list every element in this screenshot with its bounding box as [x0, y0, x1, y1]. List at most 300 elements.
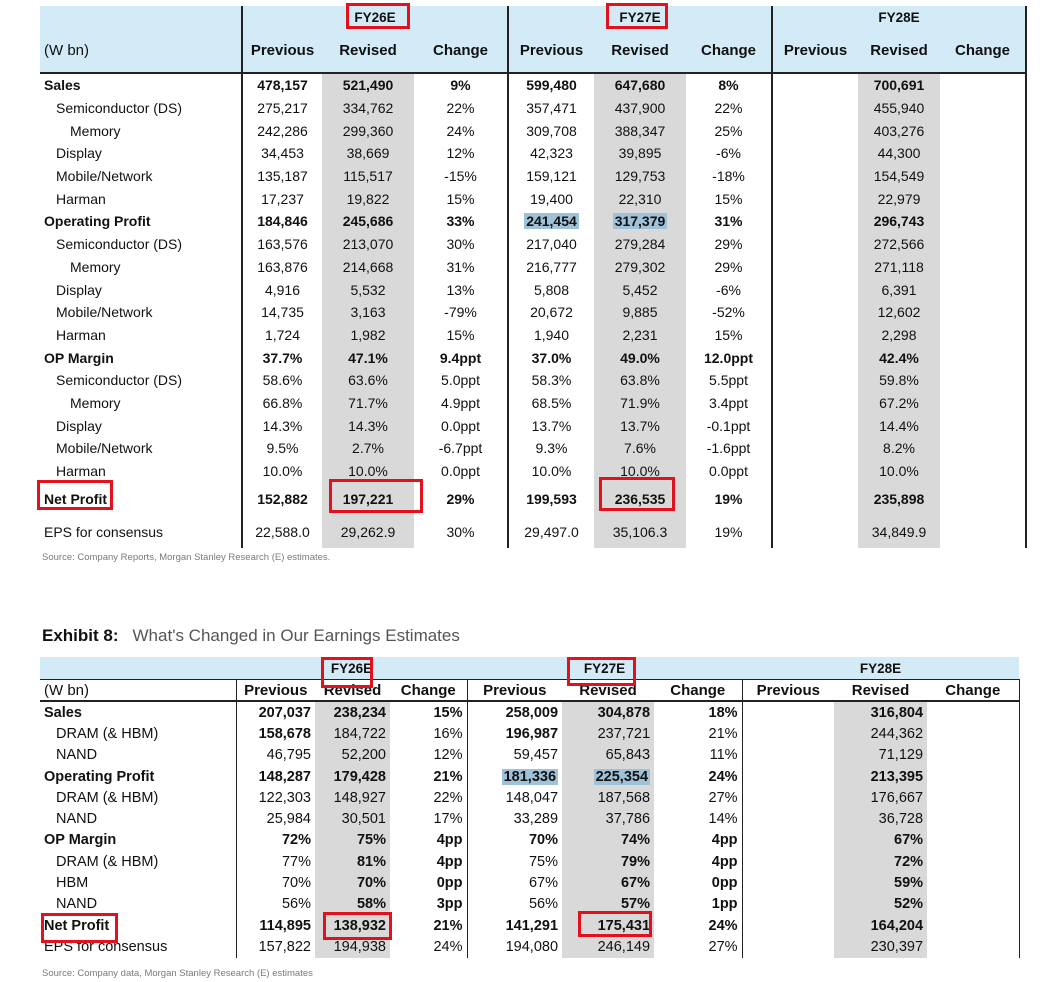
table-cell: 22%: [433, 789, 463, 806]
table-cell: [772, 301, 858, 324]
row-label: Display: [56, 281, 102, 298]
row-label: NAND: [56, 811, 98, 828]
table-cell: -15%: [444, 168, 477, 185]
table-cell: [772, 437, 858, 460]
col-previous: Previous: [772, 28, 858, 73]
table-cell: 29%: [714, 236, 743, 253]
table-row: [40, 936, 1019, 957]
table-cell: 316,804: [834, 701, 927, 723]
table-cell: 75%: [467, 851, 562, 872]
table2-column-header-row: [40, 680, 1019, 702]
table-cell: 163,876: [242, 256, 322, 279]
row-label: NAND: [56, 896, 98, 913]
table-cell: 56%: [236, 894, 315, 915]
table-cell: 279,302: [594, 256, 686, 279]
row-label: Mobile/Network: [56, 304, 153, 321]
table-cell: 5.0ppt: [441, 372, 480, 389]
table-cell: 34,849.9: [858, 516, 940, 548]
table-cell: 20,672: [508, 301, 594, 324]
row-label: Harman: [56, 326, 106, 343]
table-cell: 246,149: [562, 936, 654, 957]
table-cell: 77%: [236, 851, 315, 872]
table-cell: 36,728: [834, 808, 927, 829]
table-cell: 237,721: [562, 723, 654, 744]
table-cell: 10.0%: [322, 460, 414, 483]
table-cell: 79%: [562, 851, 654, 872]
table-cell: [940, 324, 1026, 347]
table-cell: [742, 872, 834, 893]
table-row: [40, 369, 1026, 392]
table-cell: [940, 392, 1026, 415]
table-cell: [940, 119, 1026, 142]
table-cell: [940, 97, 1026, 120]
table-row: [40, 256, 1026, 279]
table-cell: 14%: [708, 811, 738, 828]
table-cell: 15%: [446, 326, 475, 343]
table-cell: [940, 301, 1026, 324]
table-cell: 9,885: [594, 301, 686, 324]
table-cell: [927, 723, 1019, 744]
col-revised: Revised: [858, 28, 940, 73]
table-cell: 158,678: [236, 723, 315, 744]
row-label: DRAM (& HBM): [56, 789, 159, 806]
table-cell: 187,568: [562, 787, 654, 808]
table-row: [40, 165, 1026, 188]
table-row: [40, 516, 1026, 548]
row-label: OP Margin: [44, 832, 117, 849]
table-cell: [772, 346, 858, 369]
table-cell: 163,576: [242, 233, 322, 256]
table-cell: 33%: [446, 213, 475, 230]
col-revised: Revised: [322, 28, 414, 73]
table-cell: 59%: [834, 872, 927, 893]
table-cell: -1.6ppt: [706, 440, 751, 457]
row-label: Semiconductor (DS): [56, 372, 183, 389]
table-cell: 25,984: [236, 808, 315, 829]
table-cell: -18%: [712, 168, 745, 185]
table-cell: [772, 165, 858, 188]
table-cell: 22%: [714, 100, 743, 117]
table-cell: 14.3%: [242, 414, 322, 437]
table-cell: 29%: [714, 258, 743, 275]
table-row: [40, 73, 1026, 97]
table-cell: [772, 324, 858, 347]
col-revised: Revised: [562, 680, 654, 702]
table-cell: 152,882: [242, 482, 322, 516]
table-cell: 81%: [315, 851, 390, 872]
table-cell: 59.8%: [858, 369, 940, 392]
table-cell: [927, 936, 1019, 957]
table-cell: 159,121: [508, 165, 594, 188]
table-cell: 22%: [446, 100, 475, 117]
table1-unit-label: (W bn): [40, 28, 242, 73]
table-cell: 197,221: [322, 482, 414, 516]
table-cell: 1,982: [322, 324, 414, 347]
row-label: Semiconductor (DS): [56, 236, 183, 253]
table-cell: 30,501: [315, 808, 390, 829]
table-row: [40, 278, 1026, 301]
table-cell: 199,593: [508, 482, 594, 516]
table-cell: 30%: [446, 236, 475, 253]
table-cell: [772, 482, 858, 516]
table-cell: 9.4ppt: [439, 349, 482, 366]
table-cell: 70%: [467, 830, 562, 851]
col-previous: Previous: [242, 28, 322, 73]
table-cell: [742, 915, 834, 936]
table-cell: 33,289: [467, 808, 562, 829]
table-cell: 230,397: [834, 936, 927, 957]
table-cell: 9.3%: [508, 437, 594, 460]
table-cell: [940, 73, 1026, 97]
table-cell: [562, 766, 654, 787]
row-label: Net Profit: [44, 491, 107, 508]
table-cell: 5.5ppt: [709, 372, 748, 389]
table-cell: 27%: [708, 789, 738, 806]
table-cell: 37.0%: [508, 346, 594, 369]
table-cell: [940, 482, 1026, 516]
table-row: [40, 894, 1019, 915]
table-row: [40, 787, 1019, 808]
col-revised: Revised: [315, 680, 390, 702]
table-row: [40, 437, 1026, 460]
table-cell: [940, 460, 1026, 483]
table-cell: 217,040: [508, 233, 594, 256]
table-cell: 21%: [708, 725, 738, 742]
table-cell: -0.1ppt: [706, 417, 751, 434]
table-cell: 17,237: [242, 187, 322, 210]
table-cell: 4pp: [711, 832, 738, 849]
table-cell: 455,940: [858, 97, 940, 120]
table-cell: 0pp: [711, 875, 738, 892]
table-cell: [940, 346, 1026, 369]
table-cell: 4pp: [711, 853, 738, 870]
table-cell: -6%: [716, 281, 741, 298]
table-row: [40, 851, 1019, 872]
table-cell: 31%: [446, 258, 475, 275]
table-cell: -52%: [712, 304, 745, 321]
table-cell: [772, 73, 858, 97]
table-cell: 196,987: [467, 723, 562, 744]
table-row: [40, 187, 1026, 210]
table-cell: 15%: [446, 190, 475, 207]
table-cell: 148,927: [315, 787, 390, 808]
table-cell: 334,762: [322, 97, 414, 120]
table1-year-fy26e: FY26E: [242, 6, 508, 28]
table-cell: 0pp: [436, 875, 463, 892]
table-cell: [940, 210, 1026, 233]
table-cell: 194,938: [315, 936, 390, 957]
col-change: Change: [686, 28, 772, 73]
table-cell: 129,753: [594, 165, 686, 188]
table-row: [40, 460, 1026, 483]
exhibit-title: What's Changed in Our Earnings Estimates: [132, 626, 460, 645]
table-cell: 242,286: [242, 119, 322, 142]
table-cell: [772, 119, 858, 142]
table-row: [40, 97, 1026, 120]
table-cell: 16%: [433, 725, 463, 742]
table-row: [40, 119, 1026, 142]
col-change: Change: [927, 680, 1019, 702]
table2-year-fy28e: FY28E: [742, 657, 1019, 680]
table-cell: [940, 142, 1026, 165]
table-cell: [742, 766, 834, 787]
col-revised: Revised: [594, 28, 686, 73]
table-cell: 4pp: [436, 832, 463, 849]
table-cell: 157,822: [236, 936, 315, 957]
table-cell: 72%: [834, 851, 927, 872]
table-cell: [742, 745, 834, 766]
table-cell: [772, 210, 858, 233]
row-label: OP Margin: [44, 349, 114, 366]
table-cell: 213,395: [834, 766, 927, 787]
table-row: [40, 210, 1026, 233]
table-cell: 4.9ppt: [441, 394, 480, 411]
table-cell: 22,979: [858, 187, 940, 210]
table2-year-fy27e: FY27E: [467, 657, 742, 680]
table-cell: [772, 97, 858, 120]
col-previous: Previous: [236, 680, 315, 702]
table-cell: 19%: [714, 524, 743, 541]
row-label: Display: [56, 145, 102, 162]
table-cell: 14,735: [242, 301, 322, 324]
table-cell: 5,808: [508, 278, 594, 301]
table-cell: 70%: [236, 872, 315, 893]
table-cell: 207,037: [236, 701, 315, 723]
col-previous: Previous: [467, 680, 562, 702]
table-row: [40, 872, 1019, 893]
row-label: Mobile/Network: [56, 440, 153, 457]
table-cell: 71.9%: [594, 392, 686, 415]
table-cell: 15%: [714, 326, 743, 343]
table-cell: 21%: [433, 768, 463, 785]
row-label: Harman: [56, 463, 106, 480]
table-cell: 236,535: [594, 482, 686, 516]
table-cell: [927, 701, 1019, 723]
table2-unit-label: (W bn): [40, 680, 236, 702]
table-cell: 12,602: [858, 301, 940, 324]
table-cell: 70%: [315, 872, 390, 893]
table-cell: [772, 516, 858, 548]
table-cell: [940, 369, 1026, 392]
table-cell: [772, 142, 858, 165]
table-cell: 52,200: [315, 745, 390, 766]
table-cell: 13%: [446, 281, 475, 298]
table-cell: [772, 392, 858, 415]
table-cell: 184,722: [315, 723, 390, 744]
table-cell: 37,786: [562, 808, 654, 829]
table-cell: 71.7%: [322, 392, 414, 415]
table1-year-fy27e: FY27E: [508, 6, 772, 28]
table-cell: 22,588.0: [242, 516, 322, 548]
table-cell: 56%: [467, 894, 562, 915]
table2-source-note: Source: Company data, Morgan Stanley Research (E) estimates: [42, 968, 313, 979]
table-cell: [940, 437, 1026, 460]
table-cell: 5,452: [594, 278, 686, 301]
table-cell: 403,276: [858, 119, 940, 142]
table-cell: 599,480: [508, 73, 594, 97]
row-label: Operating Profit: [44, 213, 151, 230]
table-cell: 296,743: [858, 210, 940, 233]
table-cell: 7.6%: [594, 437, 686, 460]
table-cell: [742, 723, 834, 744]
table-cell: 57%: [562, 894, 654, 915]
row-label: Memory: [70, 394, 121, 411]
table-cell: 21%: [433, 917, 463, 934]
table1-year-header-row: [40, 6, 1026, 28]
table-cell: 22,310: [594, 187, 686, 210]
table-cell: [940, 278, 1026, 301]
table-cell: 6,391: [858, 278, 940, 301]
table-cell: 148,047: [467, 787, 562, 808]
table-cell: 42.4%: [858, 346, 940, 369]
table-cell: 11%: [709, 747, 738, 764]
table-cell: 10.0%: [594, 460, 686, 483]
table-cell: [927, 745, 1019, 766]
table-cell: 44,300: [858, 142, 940, 165]
table-cell: 0.0ppt: [441, 463, 480, 480]
table-cell: 647,680: [594, 73, 686, 97]
table-cell: 194,080: [467, 936, 562, 957]
table-cell: [772, 233, 858, 256]
table-row: [40, 482, 1026, 516]
table-cell: 9.5%: [242, 437, 322, 460]
table-cell: 114,895: [236, 915, 315, 936]
highlighted-value: 225,354: [595, 768, 649, 785]
table-cell: 135,187: [242, 165, 322, 188]
table-cell: 1,724: [242, 324, 322, 347]
table-cell: 58%: [315, 894, 390, 915]
table-cell: [927, 787, 1019, 808]
table-row: [40, 915, 1019, 936]
estimates-table-1: [40, 6, 1026, 548]
table-cell: [927, 808, 1019, 829]
table-cell: [467, 766, 562, 787]
table-cell: [742, 936, 834, 957]
table-cell: 271,118: [858, 256, 940, 279]
table-cell: 74%: [562, 830, 654, 851]
table-row: [40, 808, 1019, 829]
estimates-table-2: [40, 657, 1019, 958]
table-cell: 3pp: [436, 896, 463, 913]
table-cell: 19%: [714, 491, 743, 508]
table-row: [40, 392, 1026, 415]
table-cell: -6.7ppt: [438, 440, 483, 457]
table-cell: 14.4%: [858, 414, 940, 437]
table-row: [40, 346, 1026, 369]
table-cell: 244,362: [834, 723, 927, 744]
table-cell: 388,347: [594, 119, 686, 142]
table-cell: 2,298: [858, 324, 940, 347]
table-cell: [940, 516, 1026, 548]
table-cell: 357,471: [508, 97, 594, 120]
table-cell: 437,900: [594, 97, 686, 120]
table-row: [40, 142, 1026, 165]
row-label: Memory: [70, 122, 121, 139]
table-cell: 275,217: [242, 97, 322, 120]
table-cell: [927, 872, 1019, 893]
table-cell: 272,566: [858, 233, 940, 256]
table-cell: 18%: [708, 704, 738, 721]
table-cell: 154,549: [858, 165, 940, 188]
row-label: HBM: [56, 875, 89, 892]
table-cell: 31%: [714, 213, 743, 230]
table-cell: -6%: [716, 145, 741, 162]
table-cell: 4pp: [436, 853, 463, 870]
table-cell: [940, 256, 1026, 279]
highlighted-value: 181,336: [503, 768, 557, 785]
row-label: Display: [56, 417, 102, 434]
table-cell: 37.7%: [242, 346, 322, 369]
table-cell: 39,895: [594, 142, 686, 165]
table-cell: 72%: [236, 830, 315, 851]
table-cell: 478,157: [242, 73, 322, 97]
table-cell: 700,691: [858, 73, 940, 97]
table-cell: 521,490: [322, 73, 414, 97]
col-previous: Previous: [742, 680, 834, 702]
table-cell: 13.7%: [508, 414, 594, 437]
highlighted-value: 241,454: [526, 213, 577, 230]
table-cell: -79%: [444, 304, 477, 321]
col-change: Change: [654, 680, 742, 702]
table-row: [40, 301, 1026, 324]
table-cell: [742, 787, 834, 808]
table-row: [40, 324, 1026, 347]
table-cell: 309,708: [508, 119, 594, 142]
table-cell: [772, 187, 858, 210]
table-cell: 67%: [834, 830, 927, 851]
table-cell: 184,846: [242, 210, 322, 233]
table-cell: [927, 894, 1019, 915]
table-cell: 46,795: [236, 745, 315, 766]
table1-column-header-row: [40, 28, 1026, 73]
table-cell: 12.0ppt: [703, 349, 753, 366]
table-cell: 10.0%: [242, 460, 322, 483]
table-cell: 24%: [446, 122, 475, 139]
table-cell: 9%: [450, 77, 471, 94]
table-cell: 42,323: [508, 142, 594, 165]
table-cell: 75%: [315, 830, 390, 851]
col-revised: Revised: [834, 680, 927, 702]
table-cell: 63.6%: [322, 369, 414, 392]
table-cell: 14.3%: [322, 414, 414, 437]
table-cell: 148,287: [236, 766, 315, 787]
table-cell: 8%: [718, 77, 739, 94]
table-cell: 0.0ppt: [709, 463, 748, 480]
table-cell: 27%: [708, 938, 738, 955]
table-cell: 141,291: [467, 915, 562, 936]
row-label: NAND: [56, 747, 98, 764]
table1-source-note: Source: Company Reports, Morgan Stanley Research (E) estimates.: [42, 552, 331, 563]
table-cell: 1pp: [711, 896, 738, 913]
table-cell: 17%: [433, 811, 463, 828]
table-cell: 58.3%: [508, 369, 594, 392]
table-cell: 138,932: [315, 915, 390, 936]
table-cell: 3,163: [322, 301, 414, 324]
table-cell: 3.4ppt: [709, 394, 748, 411]
table-cell: 299,360: [322, 119, 414, 142]
table-cell: 52%: [834, 894, 927, 915]
table-cell: 176,667: [834, 787, 927, 808]
table-cell: 24%: [433, 938, 463, 955]
table-cell: [508, 210, 594, 233]
table-row: [40, 701, 1019, 723]
table-cell: 71,129: [834, 745, 927, 766]
table-cell: 216,777: [508, 256, 594, 279]
table-cell: 0.0ppt: [441, 417, 480, 434]
table-cell: [940, 414, 1026, 437]
row-label: EPS for consensus: [44, 524, 164, 541]
table-cell: 24%: [708, 768, 738, 785]
